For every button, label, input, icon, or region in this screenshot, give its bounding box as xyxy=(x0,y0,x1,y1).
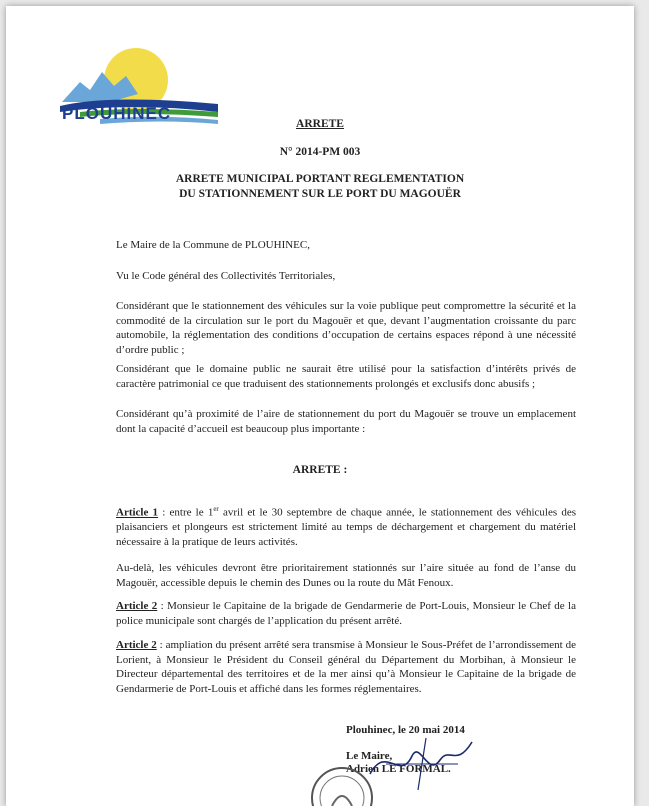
article-1-text: avril et le 30 septembre de chaque année, le stationnement des véhicules des plaisanciers et plongeurs est strictement limité au temps de déchargement et chargement du matériel nécessaire à la pratique de leurs activités. xyxy=(116,506,576,548)
article-3-label: Article 2 xyxy=(116,639,157,651)
article-1-pre: : entre le 1 xyxy=(158,506,214,519)
article-2-paragraph xyxy=(116,599,576,628)
place-date: Plouhinec, le 20 mai 2014 xyxy=(346,724,465,736)
signatory-name: Adrien LE FORMAL. xyxy=(346,763,451,775)
document-subject xyxy=(6,172,634,202)
article-1-label: Article 1 xyxy=(116,506,159,519)
vu-paragraph: Vu le Code général des Collectivités Territoriales, xyxy=(116,270,336,282)
signature-icon xyxy=(366,734,476,794)
logo-wordmark: PLOUHINEC xyxy=(62,104,172,123)
considerant-paragraph-2: Considérant que le domaine public ne saurait être utilisé pour la satisfaction d’intérêts privés de caractère patrimonial ce que traduisent des stationnements prolongés et exclusifs donc abusifs ; xyxy=(116,363,576,390)
intro-paragraph: Le Maire de la Commune de PLOUHINEC, xyxy=(116,239,310,251)
article-3-text: : ampliation du présent arrêté sera transmise à Monsieur le Sous-Préfet de l’arrondissement de Lorient, à Monsieur le Président du Conseil général du Département du Morbihan, à Monsieur le Directeur départemental des territoires et de la mer ainsi qu’à Monsieur le Capitaine de la brigade de Gendarmerie de Port-Louis et affiché dans les formes réglementaires. xyxy=(116,639,576,695)
document-number: N° 2014-PM 003 xyxy=(279,146,361,158)
article-1-sup: er xyxy=(213,505,219,513)
article-1-paragraph xyxy=(116,502,576,549)
article-3-paragraph xyxy=(116,638,576,696)
document-title: ARRETE xyxy=(296,118,344,130)
article-2-text: : Monsieur le Capitaine de la brigade de Gendarmerie de Port-Louis, Monsieur le Chef de la police municipale sont chargés de l’application du présent arrêté. xyxy=(116,600,576,627)
considerant-paragraph-1: Considérant que le stationnement des véhicules sur la voie publique peut compromettre la sécurité et la commodité de la circulation sur le port du Magouër et que, devant l’augmentation croissante du parc automobile, la réglementation des conditions d’occupation de certains espaces répond à une nécessité d’ordre public ; xyxy=(116,300,576,356)
subject-line-1: ARRETE MUNICIPAL PORTANT REGLEMENTATION xyxy=(175,173,465,185)
considerant-paragraph-3: Considérant qu’à proximité de l’aire de stationnement du port du Magouër se trouve un emplacement dont la capacité d’accueil est beaucoup plus importante : xyxy=(116,408,576,435)
article-2-label: Article 2 xyxy=(116,600,158,612)
arrete-heading: ARRETE : xyxy=(292,464,348,476)
document-page xyxy=(6,6,634,806)
article-1-followup: Au-delà, les véhicules devront être prioritairement stationnés sur l’aire située au fond de l’anse du Magouër, accessible depuis le chemin des Dunes ou la route du Mât Fenoux. xyxy=(116,562,576,589)
subject-line-2: DU STATIONNEMENT SUR LE PORT DU MAGOUËR xyxy=(179,188,461,200)
signatory-title: Le Maire, xyxy=(346,750,393,762)
